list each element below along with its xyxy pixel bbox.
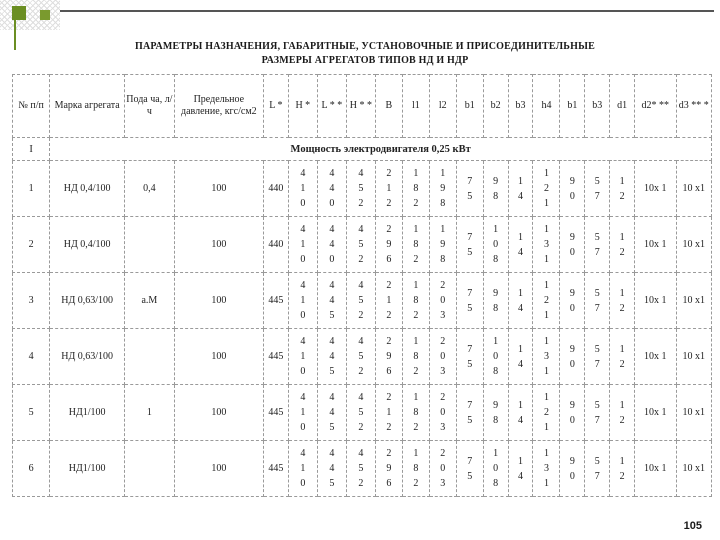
cell-b1b <box>560 441 585 497</box>
cell-d3: 10 х1 <box>676 385 711 441</box>
digit-stack: 1 2 1 <box>543 392 549 433</box>
column-header: Пода ча, л/ч <box>124 75 174 138</box>
digit-stack: 2 0 3 <box>440 448 446 489</box>
cell-d1 <box>610 441 635 497</box>
cell-l: 445 <box>263 385 288 441</box>
cell-b1b <box>560 161 585 217</box>
digit-stack: 1 0 8 <box>493 448 499 489</box>
column-header: Предельное давление, кгс/см2 <box>174 75 263 138</box>
cell-n: 2 <box>13 217 50 273</box>
digit-stack: 4 4 5 <box>329 336 335 377</box>
header-row <box>13 75 712 138</box>
cell-b2 <box>483 161 508 217</box>
digit-stack: 9 8 <box>493 287 499 314</box>
column-header: H * <box>288 75 317 138</box>
digit-stack: 4 5 2 <box>358 448 364 489</box>
cell-d3: 10 х1 <box>676 441 711 497</box>
digit-stack: 1 8 2 <box>413 336 419 377</box>
cell-b3b <box>585 385 610 441</box>
cell-h2 <box>346 385 375 441</box>
cell-l: 440 <box>263 217 288 273</box>
digit-stack: 2 1 2 <box>386 392 392 433</box>
column-header: B <box>375 75 402 138</box>
digit-stack: 9 0 <box>569 399 575 426</box>
digit-stack: 1 2 <box>619 343 625 370</box>
cell-h <box>288 441 317 497</box>
digit-stack: 1 4 <box>518 287 524 314</box>
decorative-square <box>12 6 26 20</box>
cell-n: 4 <box>13 329 50 385</box>
cell-d2: 10х 1 <box>635 273 676 329</box>
column-header: b2 <box>483 75 508 138</box>
cell-flow: 1 <box>124 385 174 441</box>
cell-b3 <box>508 161 533 217</box>
digit-stack: 4 4 5 <box>329 392 335 433</box>
cell-b3 <box>508 441 533 497</box>
cell-l2 <box>429 161 456 217</box>
cell-l2 <box>317 217 346 273</box>
digit-stack: 1 3 1 <box>543 336 549 377</box>
cell-d1 <box>610 385 635 441</box>
cell-pressure: 100 <box>174 161 263 217</box>
cell-b3b <box>585 329 610 385</box>
digit-stack: 1 2 1 <box>543 168 549 209</box>
digit-stack: 1 2 1 <box>543 280 549 321</box>
digit-stack: 2 0 3 <box>440 392 446 433</box>
digit-stack: 4 4 5 <box>329 280 335 321</box>
cell-l2 <box>429 385 456 441</box>
digit-stack: 7 5 <box>467 455 473 482</box>
digit-stack: 1 8 2 <box>413 448 419 489</box>
digit-stack: 4 4 0 <box>329 224 335 265</box>
digit-stack: 1 4 <box>518 399 524 426</box>
digit-stack: 4 5 2 <box>358 392 364 433</box>
digit-stack: 1 2 <box>619 399 625 426</box>
digit-stack: 4 5 2 <box>358 336 364 377</box>
cell-h <box>288 217 317 273</box>
cell-b1 <box>456 329 483 385</box>
cell-l2 <box>317 273 346 329</box>
cell-l2 <box>317 385 346 441</box>
cell-d3: 10 х1 <box>676 217 711 273</box>
cell-l: 445 <box>263 273 288 329</box>
cell-b <box>375 441 402 497</box>
cell-b <box>375 161 402 217</box>
digit-stack: 2 0 3 <box>440 280 446 321</box>
parameters-table <box>12 74 712 497</box>
cell-d3: 10 х1 <box>676 161 711 217</box>
decorative-pattern <box>0 0 60 30</box>
cell-d2: 10х 1 <box>635 217 676 273</box>
cell-flow <box>124 329 174 385</box>
digit-stack: 1 3 1 <box>543 448 549 489</box>
cell-b2 <box>483 273 508 329</box>
cell-b1 <box>456 385 483 441</box>
cell-mark: НД1/100 <box>50 441 125 497</box>
digit-stack: 4 4 5 <box>329 448 335 489</box>
digit-stack: 5 7 <box>594 343 600 370</box>
digit-stack: 4 4 0 <box>329 168 335 209</box>
digit-stack: 5 7 <box>594 287 600 314</box>
table-row <box>13 161 712 217</box>
cell-n: 6 <box>13 441 50 497</box>
digit-stack: 9 0 <box>569 455 575 482</box>
cell-pressure: 100 <box>174 273 263 329</box>
page-number: 105 <box>683 520 702 532</box>
cell-b2 <box>483 385 508 441</box>
cell-h4 <box>533 273 560 329</box>
cell-d3: 10 х1 <box>676 273 711 329</box>
cell-b <box>375 273 402 329</box>
cell-b <box>375 329 402 385</box>
cell-l2 <box>317 329 346 385</box>
cell-b2 <box>483 329 508 385</box>
digit-stack: 1 8 2 <box>413 280 419 321</box>
cell-b2 <box>483 217 508 273</box>
cell-d1 <box>610 329 635 385</box>
digit-stack: 1 4 <box>518 231 524 258</box>
section-number: I <box>13 138 50 161</box>
digit-stack: 4 1 0 <box>300 448 306 489</box>
table-row <box>13 273 712 329</box>
digit-stack: 4 5 2 <box>358 280 364 321</box>
digit-stack: 7 5 <box>467 343 473 370</box>
cell-b3 <box>508 385 533 441</box>
digit-stack: 2 9 6 <box>386 448 392 489</box>
digit-stack: 9 8 <box>493 399 499 426</box>
title-line-2: РАЗМЕРЫ АГРЕГАТОВ ТИПОВ НД И НДР <box>261 55 469 66</box>
top-rule <box>60 10 714 12</box>
table-row <box>13 329 712 385</box>
digit-stack: 4 1 0 <box>300 168 306 209</box>
digit-stack: 7 5 <box>467 287 473 314</box>
cell-d3: 10 х1 <box>676 329 711 385</box>
column-header: d1 <box>610 75 635 138</box>
cell-b1 <box>456 217 483 273</box>
cell-h2 <box>346 161 375 217</box>
digit-stack: 5 7 <box>594 455 600 482</box>
digit-stack: 4 5 2 <box>358 224 364 265</box>
digit-stack: 7 5 <box>467 175 473 202</box>
cell-b1b <box>560 273 585 329</box>
cell-mark: НД 0,63/100 <box>50 273 125 329</box>
cell-pressure: 100 <box>174 329 263 385</box>
digit-stack: 9 0 <box>569 231 575 258</box>
cell-b3 <box>508 217 533 273</box>
cell-h <box>288 385 317 441</box>
digit-stack: 5 7 <box>594 399 600 426</box>
cell-d1 <box>610 161 635 217</box>
digit-stack: 1 2 <box>619 231 625 258</box>
digit-stack: 1 9 8 <box>440 224 446 265</box>
table-row <box>13 217 712 273</box>
cell-b1b <box>560 385 585 441</box>
digit-stack: 2 9 6 <box>386 336 392 377</box>
column-header: b1 <box>560 75 585 138</box>
cell-mark: НД 0,4/100 <box>50 217 125 273</box>
cell-h <box>288 161 317 217</box>
cell-l: 445 <box>263 329 288 385</box>
digit-stack: 1 4 <box>518 343 524 370</box>
cell-b3 <box>508 273 533 329</box>
cell-h4 <box>533 329 560 385</box>
digit-stack: 1 8 2 <box>413 392 419 433</box>
digit-stack: 7 5 <box>467 231 473 258</box>
cell-pressure: 100 <box>174 217 263 273</box>
digit-stack: 1 8 2 <box>413 168 419 209</box>
cell-d2: 10х 1 <box>635 161 676 217</box>
digit-stack: 5 7 <box>594 175 600 202</box>
cell-d2: 10х 1 <box>635 329 676 385</box>
section-label: Мощность электродвигателя 0,25 кВт <box>50 138 712 161</box>
digit-stack: 9 0 <box>569 175 575 202</box>
column-header: Марка агрегата <box>50 75 125 138</box>
cell-h2 <box>346 441 375 497</box>
column-header: l1 <box>402 75 429 138</box>
column-header: b1 <box>456 75 483 138</box>
column-header: H * * <box>346 75 375 138</box>
column-header: h4 <box>533 75 560 138</box>
digit-stack: 9 0 <box>569 287 575 314</box>
cell-b1 <box>456 161 483 217</box>
cell-b2 <box>483 441 508 497</box>
cell-l: 445 <box>263 441 288 497</box>
cell-h4 <box>533 161 560 217</box>
cell-d2: 10х 1 <box>635 441 676 497</box>
cell-flow: а.М <box>124 273 174 329</box>
cell-mark: НД1/100 <box>50 385 125 441</box>
column-header: L * * <box>317 75 346 138</box>
digit-stack: 4 1 0 <box>300 336 306 377</box>
cell-h2 <box>346 273 375 329</box>
digit-stack: 2 1 2 <box>386 280 392 321</box>
cell-n: 1 <box>13 161 50 217</box>
cell-l2 <box>317 441 346 497</box>
cell-flow <box>124 441 174 497</box>
digit-stack: 2 0 3 <box>440 336 446 377</box>
cell-b <box>375 217 402 273</box>
cell-n: 3 <box>13 273 50 329</box>
column-header: l2 <box>429 75 456 138</box>
digit-stack: 7 5 <box>467 399 473 426</box>
digit-stack: 2 9 6 <box>386 224 392 265</box>
cell-mark: НД 0,63/100 <box>50 329 125 385</box>
side-rule <box>14 20 16 50</box>
cell-l2 <box>429 217 456 273</box>
digit-stack: 4 5 2 <box>358 168 364 209</box>
cell-l2 <box>429 273 456 329</box>
cell-l1 <box>402 217 429 273</box>
cell-l1 <box>402 273 429 329</box>
digit-stack: 1 4 <box>518 175 524 202</box>
cell-h2 <box>346 329 375 385</box>
cell-l1 <box>402 441 429 497</box>
digit-stack: 1 2 <box>619 287 625 314</box>
cell-b3b <box>585 161 610 217</box>
digit-stack: 1 0 8 <box>493 336 499 377</box>
cell-l2 <box>429 441 456 497</box>
cell-b3b <box>585 441 610 497</box>
cell-b1b <box>560 217 585 273</box>
column-header: № п/п <box>13 75 50 138</box>
cell-l1 <box>402 161 429 217</box>
decorative-square-small <box>40 10 50 20</box>
cell-l: 440 <box>263 161 288 217</box>
digit-stack: 1 2 <box>619 455 625 482</box>
column-header: L * <box>263 75 288 138</box>
cell-pressure: 100 <box>174 385 263 441</box>
cell-l2 <box>429 329 456 385</box>
column-header: b3 <box>508 75 533 138</box>
cell-b1 <box>456 273 483 329</box>
cell-pressure: 100 <box>174 441 263 497</box>
digit-stack: 4 1 0 <box>300 224 306 265</box>
digit-stack: 1 4 <box>518 455 524 482</box>
table-row <box>13 441 712 497</box>
cell-h4 <box>533 385 560 441</box>
cell-h4 <box>533 441 560 497</box>
column-header: b3 <box>585 75 610 138</box>
digit-stack: 4 1 0 <box>300 392 306 433</box>
cell-l1 <box>402 385 429 441</box>
digit-stack: 2 1 2 <box>386 168 392 209</box>
table-row <box>13 385 712 441</box>
digit-stack: 1 8 2 <box>413 224 419 265</box>
digit-stack: 5 7 <box>594 231 600 258</box>
digit-stack: 1 2 <box>619 175 625 202</box>
cell-flow <box>124 217 174 273</box>
title-line-1: ПАРАМЕТРЫ НАЗНАЧЕНИЯ, ГАБАРИТНЫЕ, УСТАНОВОЧНЫЕ И ПРИСОЕДИНИТЕЛЬНЫЕ <box>135 41 595 52</box>
cell-d1 <box>610 273 635 329</box>
cell-h4 <box>533 217 560 273</box>
cell-h2 <box>346 217 375 273</box>
digit-stack: 9 8 <box>493 175 499 202</box>
column-header: d3 ** * <box>676 75 711 138</box>
cell-b3b <box>585 217 610 273</box>
digit-stack: 1 9 8 <box>440 168 446 209</box>
digit-stack: 1 3 1 <box>543 224 549 265</box>
digit-stack: 4 1 0 <box>300 280 306 321</box>
digit-stack: 9 0 <box>569 343 575 370</box>
cell-d1 <box>610 217 635 273</box>
cell-l1 <box>402 329 429 385</box>
digit-stack: 1 0 8 <box>493 224 499 265</box>
cell-l2 <box>317 161 346 217</box>
cell-d2: 10х 1 <box>635 385 676 441</box>
cell-h <box>288 273 317 329</box>
cell-b3b <box>585 273 610 329</box>
cell-h <box>288 329 317 385</box>
cell-b3 <box>508 329 533 385</box>
parameters-table-wrap <box>12 74 712 497</box>
section-row <box>13 138 712 161</box>
column-header: d2* ** <box>635 75 676 138</box>
cell-b1b <box>560 329 585 385</box>
page-title <box>20 40 710 68</box>
cell-b <box>375 385 402 441</box>
cell-mark: НД 0,4/100 <box>50 161 125 217</box>
cell-flow: 0,4 <box>124 161 174 217</box>
cell-b1 <box>456 441 483 497</box>
cell-n: 5 <box>13 385 50 441</box>
